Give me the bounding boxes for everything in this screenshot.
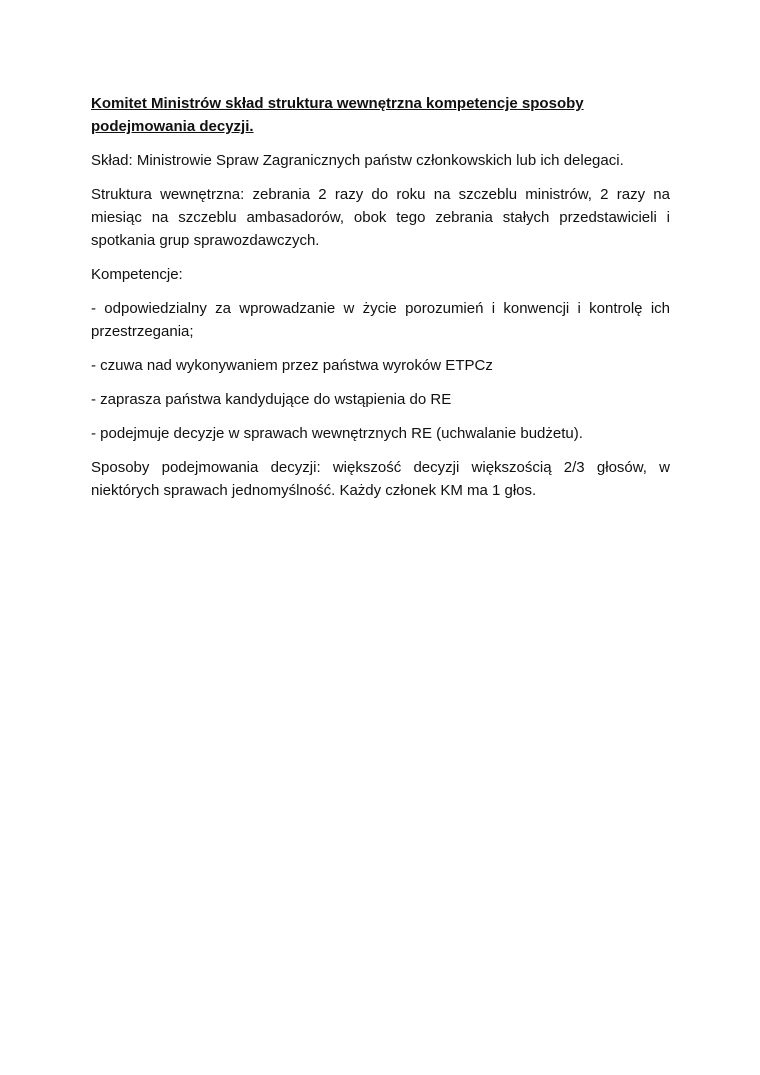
list-item-competence-4: - podejmuje decyzje w sprawach wewnętrznych RE (uchwalanie budżetu). [91,425,583,442]
list-item-competence-3: - zaprasza państwa kandydujące do wstąpienia do RE [91,391,452,408]
paragraph-kompetencje-heading: Kompetencje: [91,266,183,283]
document-body [91,92,670,513]
paragraph-sklad: Skład: Ministrowie Spraw Zagranicznych państw członkowskich lub ich delegaci. [91,152,624,169]
list-item-competence-2: - czuwa nad wykonywaniem przez państwa wyroków ETPCz [91,357,493,374]
document-title: Komitet Ministrów skład struktura wewnętrzna kompetencje sposoby podejmowania decyzji. [91,95,584,135]
paragraph-sposoby: Sposoby podejmowania decyzji: większość decyzji większością 2/3 głosów, w niektórych sprawach jednomyślność. Każdy członek KM ma 1 głos. [91,459,670,499]
paragraph-struktura: Struktura wewnętrzna: zebrania 2 razy do roku na szczeblu ministrów, 2 razy na miesiąc na szczeblu ambasadorów, obok tego zebrania stałych przedstawicieli i spotkania grup sprawozdawczych. [91,186,670,249]
list-item-competence-1: - odpowiedzialny za wprowadzanie w życie porozumień i konwencji i kontrolę ich przestrzegania; [91,300,670,340]
